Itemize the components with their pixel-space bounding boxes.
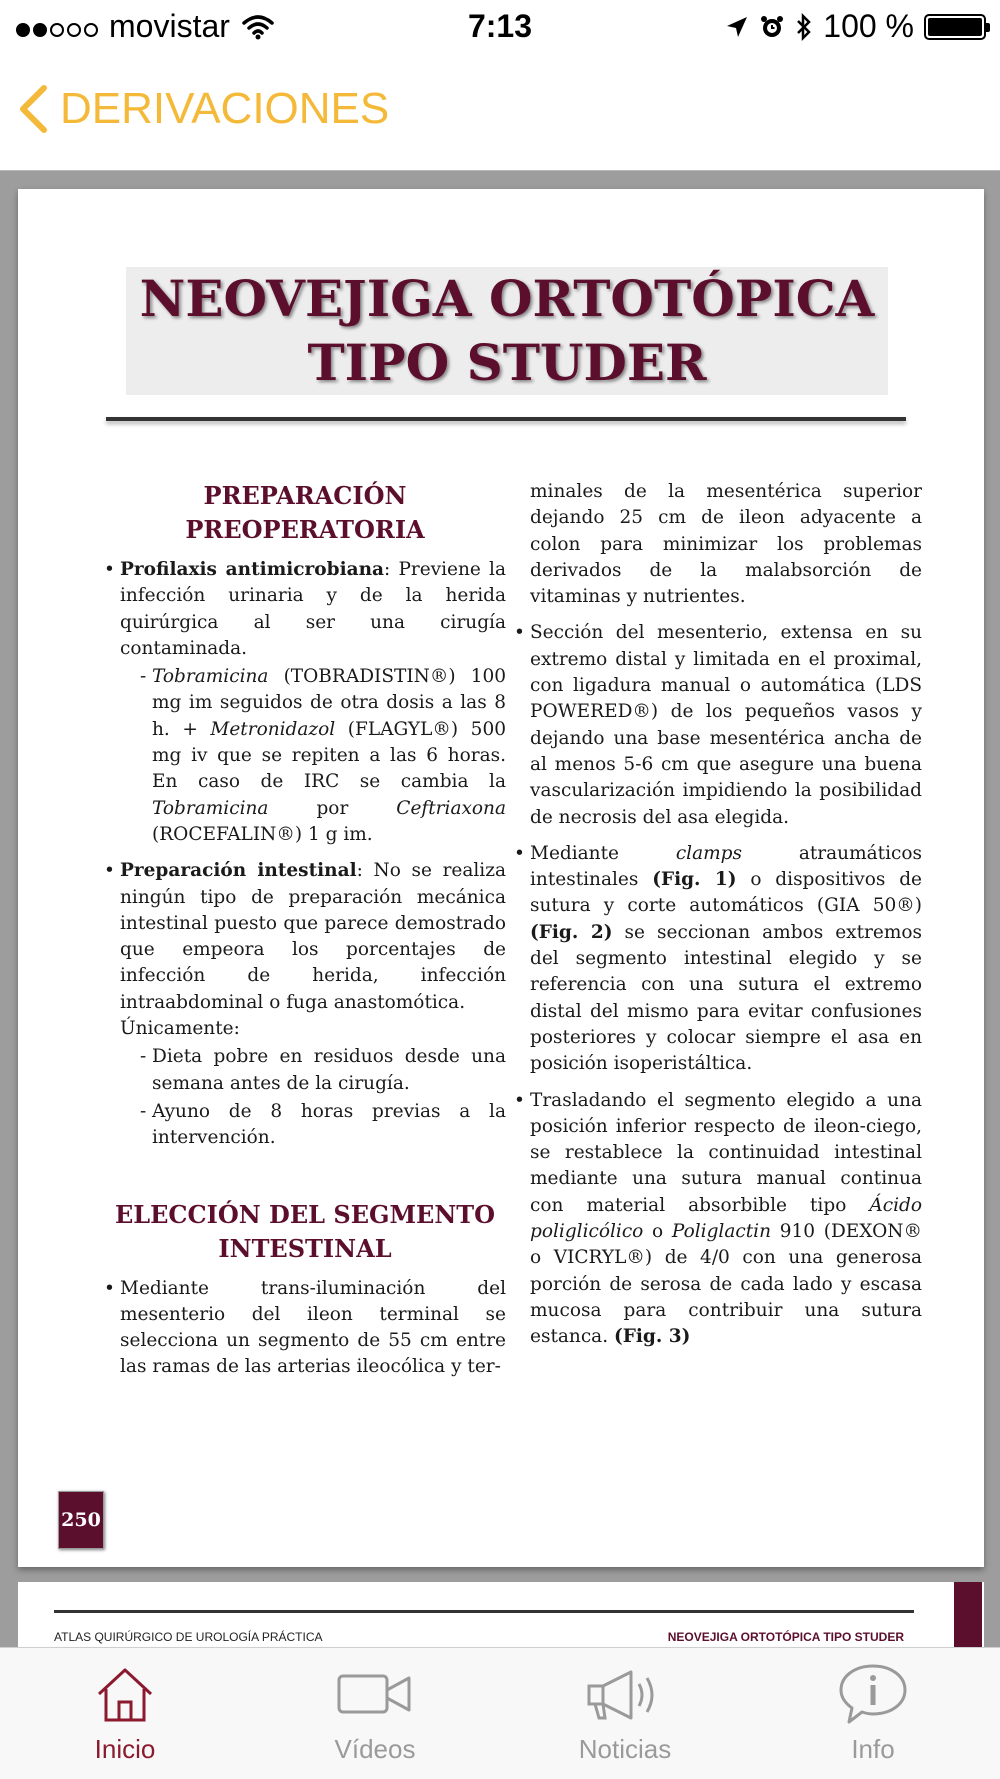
page-title	[126, 267, 888, 395]
battery-percentage: 100 %	[823, 8, 914, 44]
italic-term: Poliglactin	[671, 1221, 771, 1243]
status-time: 7:13	[467, 8, 533, 44]
drug-name: Tobramicina	[152, 797, 269, 819]
tab-videos[interactable]	[295, 1662, 455, 1765]
carrier-name: movistar	[109, 8, 230, 44]
home-icon	[93, 1662, 157, 1726]
italic-term: Ácido poliglicólico	[530, 1194, 922, 1243]
italic-term: clamps	[675, 842, 742, 864]
drug-name: Tobramicina	[152, 666, 269, 688]
heading-line: PREPARACIÓN	[203, 481, 407, 510]
text-run: se seccionan ambos extremos del segmento intestinal elegido y se referencia con una sutura el extremo distal del mismo para evitar confusiones posteriores y colocar siempre el asa en posición isoperistáltica.	[530, 921, 922, 1075]
drug-name: Ceftriaxona	[396, 797, 506, 819]
heading-line: PREOPERATORIA	[185, 515, 425, 544]
back-button[interactable]	[18, 84, 389, 134]
sub-item-ayuno: - Ayuno de 8 horas previas a la intervención.	[104, 1099, 506, 1152]
page-number-badge: 250	[58, 1491, 104, 1549]
video-camera-icon	[335, 1662, 415, 1726]
text-run: (ROCEFALIN®) 1 g im.	[152, 823, 373, 845]
next-document-page	[18, 1582, 984, 1647]
right-column	[514, 479, 922, 1351]
title-divider	[106, 417, 906, 421]
figure-reference: (Fig. 2)	[530, 921, 613, 943]
tab-info[interactable]	[793, 1662, 953, 1765]
text-run: (FLAGYL®) 500 mg iv que se repiten a las 6 horas. En caso de IRC se cambia la	[152, 718, 506, 793]
text-run: o	[643, 1221, 672, 1243]
bullet-transiluminacion: • Mediante trans-iluminación del mesenterio del ileon terminal se selecciona un segmento de 55 cm entre las ramas de las arterias ileocólica y ter-	[104, 1276, 506, 1381]
back-button-label: DERIVACIONES	[60, 84, 390, 133]
text-run: por	[268, 797, 397, 819]
text-run: atraumáticos intestinales	[530, 842, 922, 891]
bullet-trasladando	[514, 1088, 922, 1351]
bullet-continuation: Únicamente:	[120, 1018, 240, 1040]
battery-icon	[924, 14, 986, 40]
figure-reference: (Fig. 1)	[652, 869, 737, 891]
header-divider	[54, 1610, 914, 1613]
running-header-right: NEOVEJIGA ORTOTÓPICA TIPO STUDER	[667, 1630, 904, 1644]
tab-inicio[interactable]	[45, 1662, 205, 1765]
title-line-1: NEOVEJIGA ORTOTÓPICA	[139, 269, 875, 328]
tab-label: Vídeos	[334, 1734, 416, 1764]
left-column	[104, 479, 506, 1381]
bullet-clamps	[514, 841, 922, 1078]
text-run: 910 (DEXON® o VICRYL®) de 4/0 con una generosa porción de serosa de cada lado y escasa mucosa para contribuir una sutura estanca.	[530, 1221, 922, 1348]
navigation-bar	[0, 56, 1000, 171]
status-bar	[0, 0, 1000, 56]
bullet-preparacion-intestinal	[104, 858, 506, 1016]
tab-label: Inicio	[94, 1734, 156, 1764]
bullet-seccion-mesenterio: • Sección del mesenterio, extensa en su extremo distal y limitada en el proximal, con ligadura manual o automática (LDS POWERED®) de los pequeños vasos y dejando una base mesentérica ancha de al menos 5-6 cm que asegure una buena vascularización impidiendo la posibilidad de necrosis del asa elegida.	[514, 620, 922, 830]
bullet-profilaxis	[104, 557, 506, 662]
alarm-clock-icon	[759, 14, 785, 40]
tab-noticias[interactable]	[545, 1662, 705, 1765]
text-run: (TOBRADISTIN®) 100 mg im seguidos de otra dosis a las 8 h. +	[152, 666, 506, 740]
tab-label: Noticias	[578, 1734, 672, 1764]
bold-term: Preparación intestinal	[120, 860, 357, 882]
drug-name: Metronidazol	[210, 718, 336, 740]
bold-term: Profilaxis antimicrobiana	[120, 559, 385, 580]
bullet-text: : Previene la infección urinaria y de la herida quirúrgica al ser una cirugía contaminada.	[120, 559, 506, 659]
megaphone-icon	[583, 1662, 667, 1726]
text-run: Trasladando el segmento elegido a una posición inferior respecto de ileon-ciego, se restablece la continuidad intestinal mediante una sutura manual continua con material absorbible tipo	[530, 1089, 922, 1216]
bluetooth-icon	[795, 13, 813, 41]
text-run: o dispositivos de sutura y corte automáticos (GIA 50®)	[530, 869, 923, 917]
status-right	[715, 8, 986, 45]
running-header-left: ATLAS QUIRÚRGICO DE UROLOGÍA PRÁCTICA	[54, 1630, 323, 1644]
heading-line: INTESTINAL	[218, 1233, 392, 1263]
figure-reference: (Fig. 3)	[613, 1326, 691, 1348]
paragraph-continuation: minales de la mesentérica superior dejando 25 cm de ileon adyacente a colon para minimizar los problemas derivados de la malabsorción de vitaminas y nutrientes.	[530, 481, 922, 608]
location-arrow-icon	[725, 15, 749, 39]
page-edge-bar	[954, 1582, 982, 1647]
chevron-left-icon	[18, 85, 48, 133]
section-heading-eleccion	[104, 1198, 506, 1266]
bullet-text: : No se realiza ningún tipo de preparación mecánica intestinal puesto que parece demostrado que empeora los porcentajes de infección de herida, infección intraabdominal o fuga anastomótica.	[120, 860, 506, 1013]
pdf-viewer[interactable]	[0, 171, 1000, 1647]
tab-label: Info	[851, 1734, 895, 1764]
title-line-2: TIPO STUDER	[307, 333, 707, 392]
sub-item-tobramicina	[104, 664, 506, 848]
sub-item-dieta: - Dieta pobre en residuos desde una semana antes de la cirugía.	[104, 1044, 506, 1097]
document-page	[18, 189, 984, 1567]
info-icon	[837, 1662, 909, 1726]
text-run: Mediante	[530, 842, 676, 864]
heading-line: ELECCIÓN DEL SEGMENTO	[114, 1199, 496, 1229]
section-heading-preparacion	[104, 479, 506, 547]
tab-bar	[0, 1647, 1000, 1779]
